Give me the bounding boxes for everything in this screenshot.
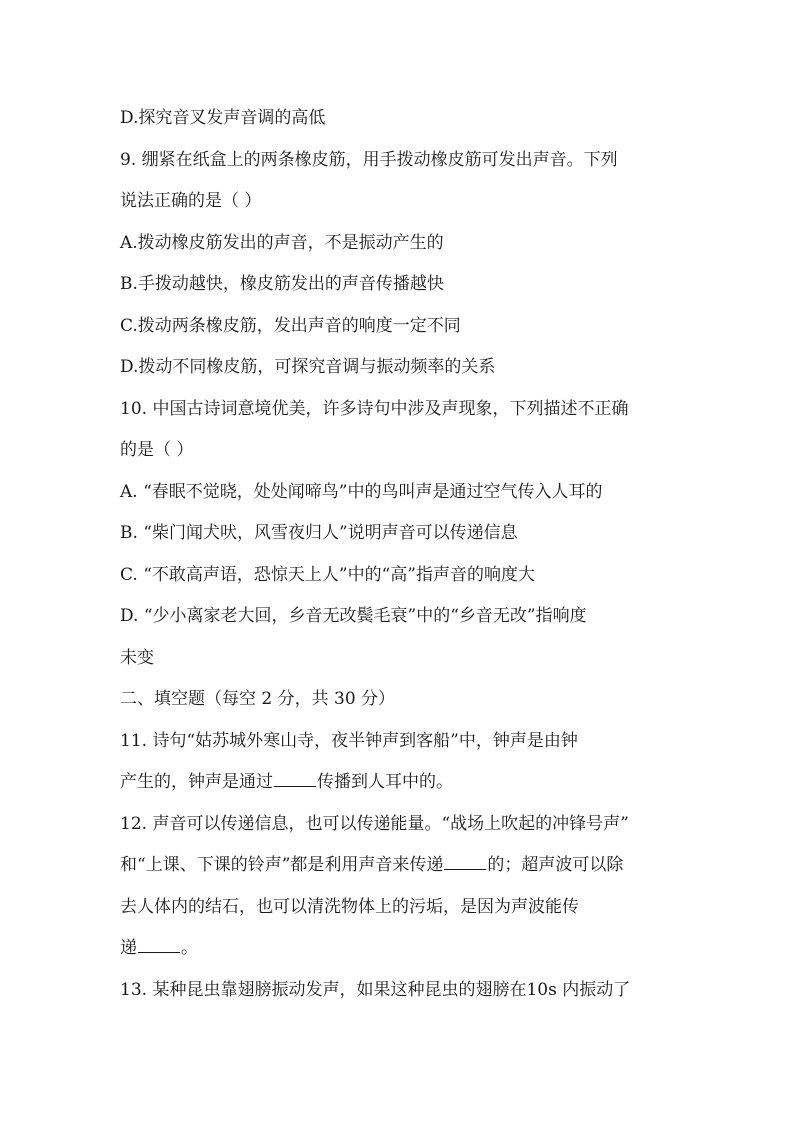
q9-option-c: C.拨动两条橡皮筋，发出声音的响度一定不同 — [120, 316, 461, 336]
answer-blank[interactable] — [274, 785, 316, 787]
q11-line-2 — [120, 771, 680, 793]
q12-line-2 — [120, 854, 680, 876]
q12-text-before-blank: 和“上课、下课的铃声”都是利用声音来传递 — [120, 855, 444, 875]
q10-option-d-continued: 未变 — [120, 648, 154, 668]
q10-stem-line-1: 10. 中国古诗词意境优美，许多诗句中涉及声现象，下列描述不正确 — [120, 399, 629, 419]
q13-line-1: 13. 某种昆虫靠翅膀振动发声，如果这种昆虫的翅膀在10s 内振动了 — [120, 980, 631, 1000]
answer-blank[interactable] — [138, 951, 180, 953]
q12-line-1: 12. 声音可以传递信息，也可以传递能量。“战场上吹起的冲锋号声” — [120, 814, 629, 834]
q11-text-after-blank: 传播到人耳中的。 — [317, 772, 453, 792]
q9-option-a: A.拨动橡皮筋发出的声音，不是振动产生的 — [120, 233, 444, 253]
q10-option-b: B. “柴门闻犬吠，风雪夜归人”说明声音可以传递信息 — [120, 523, 518, 543]
q10-option-c: C. “不敢高声语，恐惊天上人”中的“高”指声音的响度大 — [120, 565, 535, 585]
q10-option-d: D. “少小离家老大回，乡音无改鬓毛衰”中的“乡音无改”指响度 — [120, 606, 587, 626]
q9-option-d: D.拨动不同橡皮筋，可探究音调与振动频率的关系 — [120, 357, 496, 377]
q12-text-before-blank-2: 递 — [120, 938, 137, 958]
q12-text-after-blank-2: 。 — [181, 938, 198, 958]
q11-text-before-blank: 产生的，钟声是通过 — [120, 772, 273, 792]
q12-text-after-blank: 的；超声波可以除 — [487, 855, 624, 875]
q8-option-d: D.探究音叉发声音调的高低 — [120, 108, 326, 128]
q12-line-3: 去人体内的结石，也可以清洗物体上的污垢，是因为声波能传 — [120, 897, 579, 917]
q12-line-4 — [120, 937, 680, 959]
answer-blank[interactable] — [444, 868, 486, 870]
q10-option-a: A. “春眠不觉晓，处处闻啼鸟”中的鸟叫声是通过空气传入人耳的 — [120, 482, 603, 502]
q9-stem-line-1: 9. 绷紧在纸盒上的两条橡皮筋，用手拨动橡皮筋可发出声音。下列 — [120, 150, 618, 170]
q11-line-1: 11. 诗句“姑苏城外寒山寺，夜半钟声到客船”中，钟声是由钟 — [120, 731, 578, 751]
q10-stem-line-2: 的是（ ） — [120, 440, 194, 460]
section-heading: 二、填空题（每空 2 分，共 30 分） — [120, 689, 396, 709]
q9-stem-line-2: 说法正确的是（ ） — [120, 191, 262, 211]
q9-option-b: B.手拨动越快，橡皮筋发出的声音传播越快 — [120, 274, 444, 294]
